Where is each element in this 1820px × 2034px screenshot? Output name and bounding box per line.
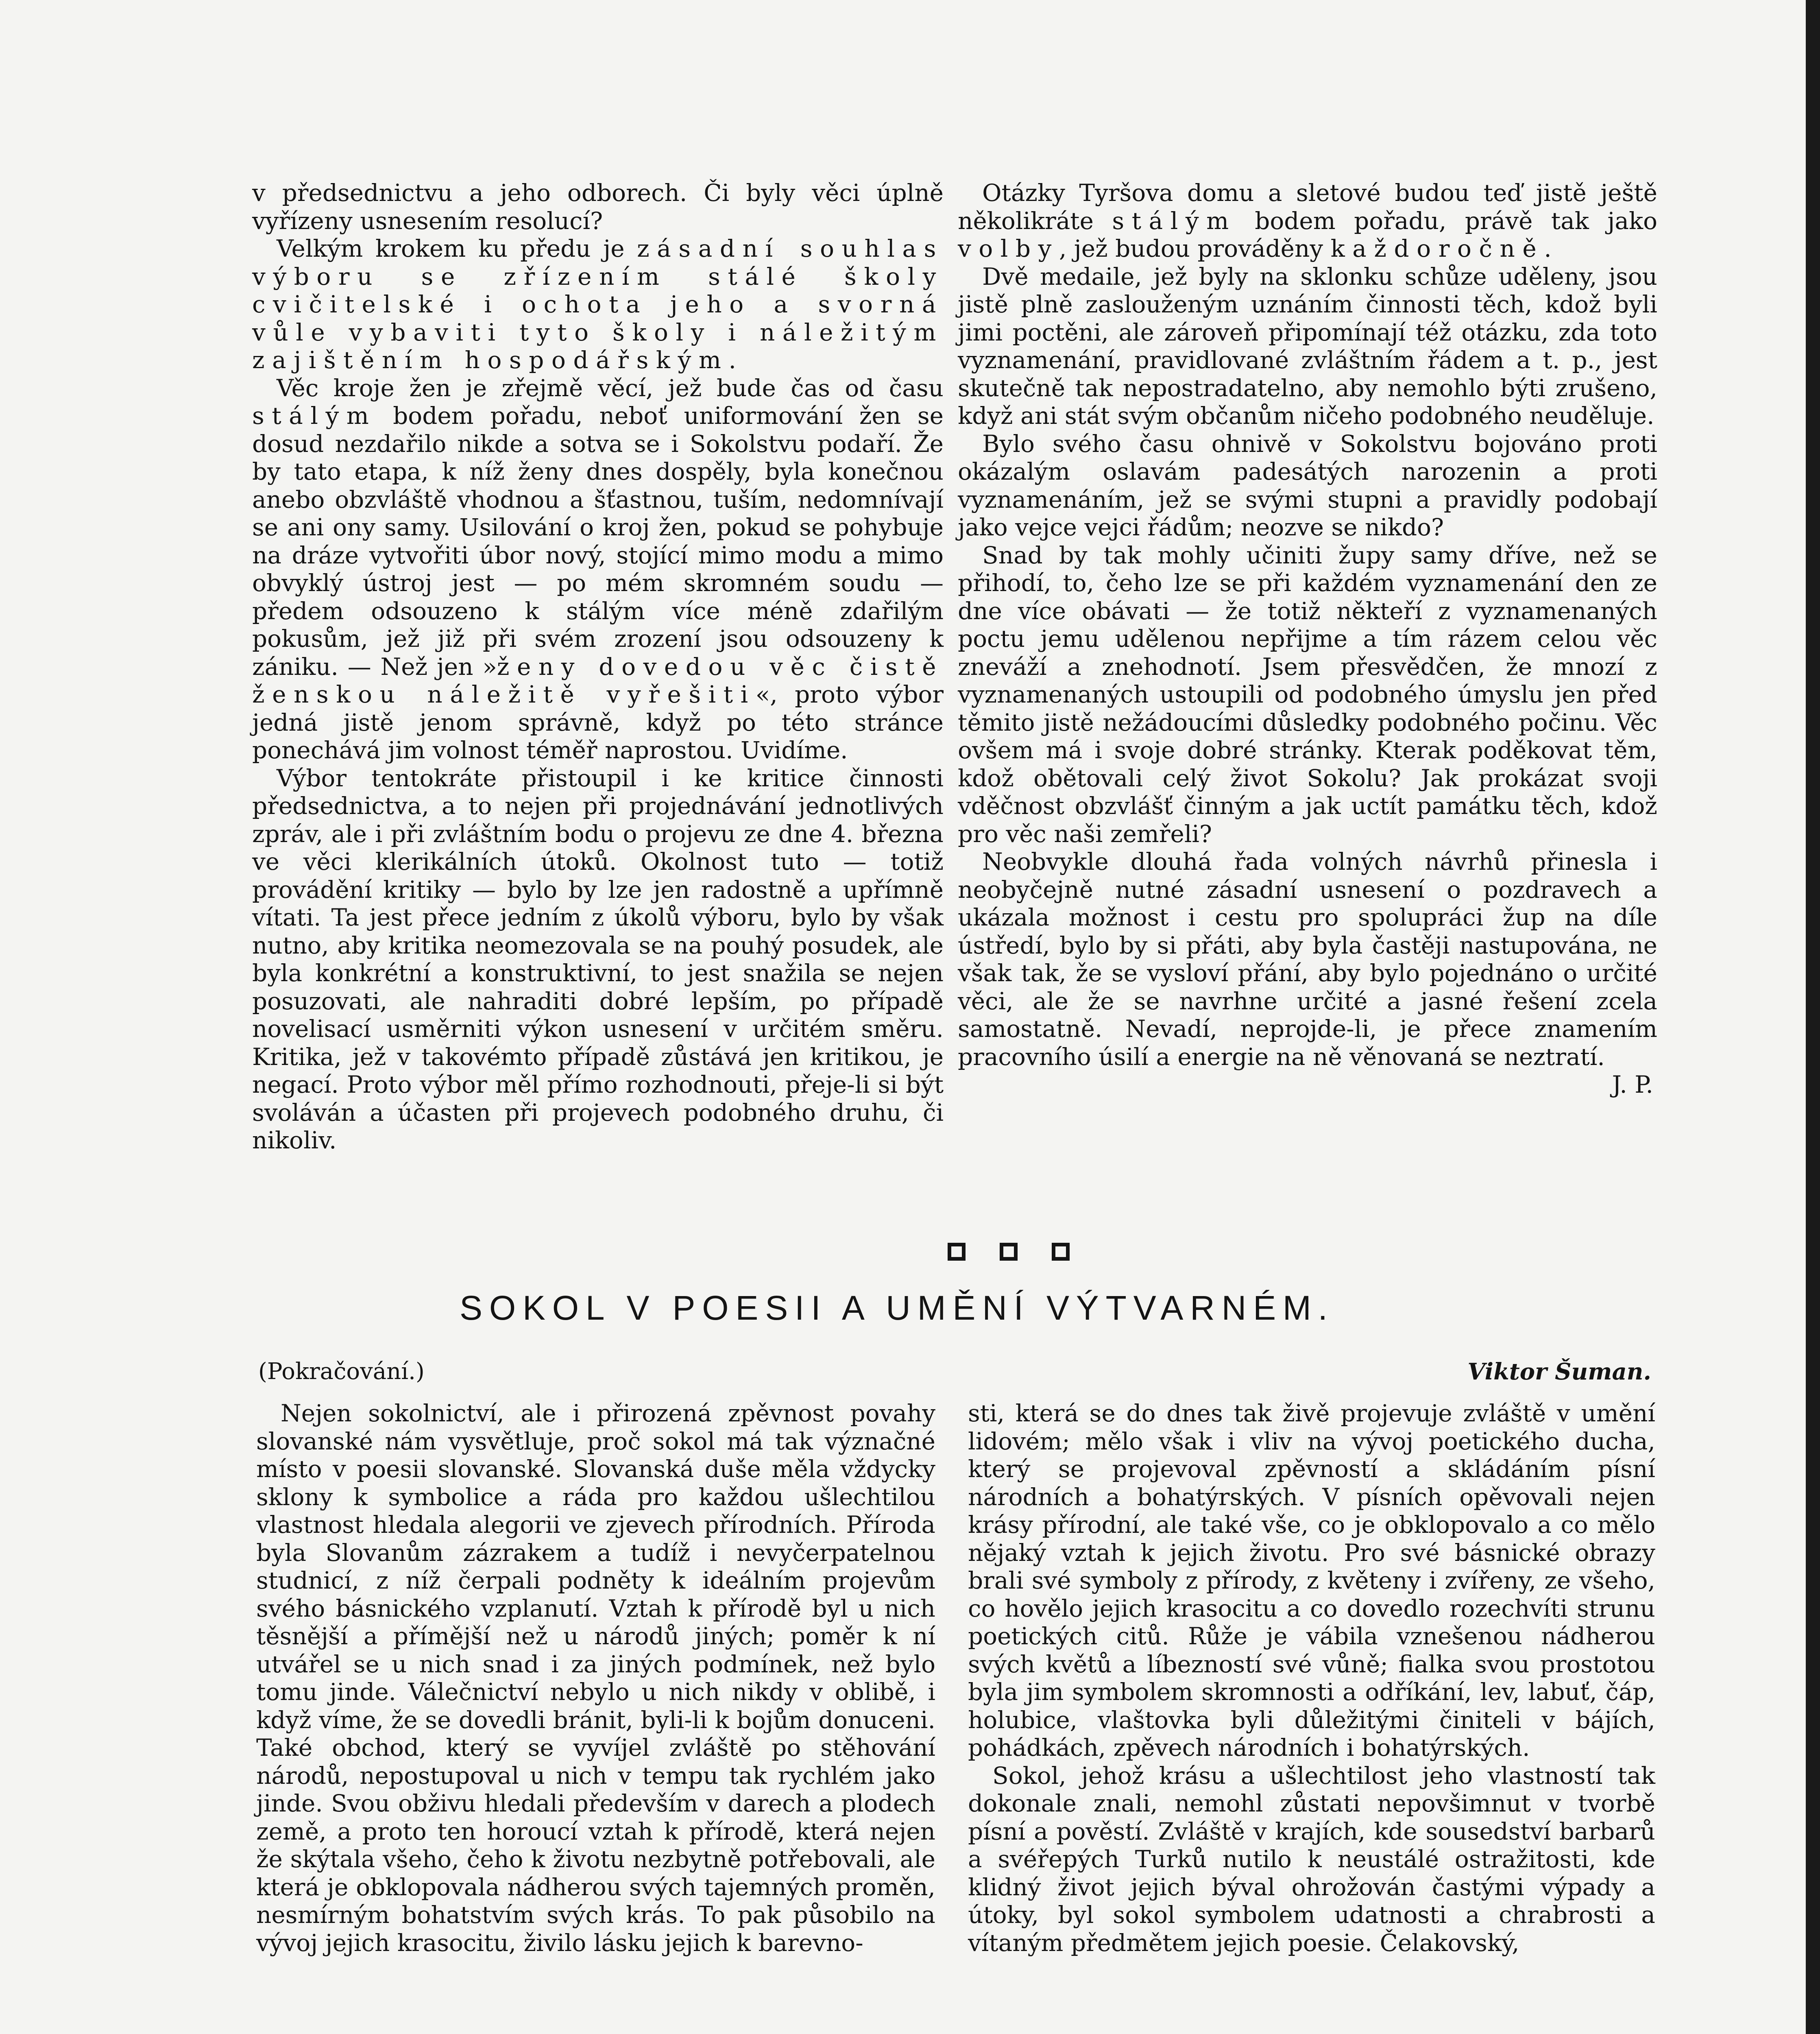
paragraph: v předsednictvu a jeho odborech. Či byly věci úplně vyřízeny usnesením resolucí? — [252, 179, 944, 235]
paragraph: Nejen sokolnictví, ale i přirozená zpěvnost povahy slovanské nám vysvětluje, proč sokol má tak význačné místo v poesii slovanské. Slovanská duše měla vždycky sklony k symbolice a ráda pro každou ušlechtilou vlastnost hledala alegorii ve zjevech přírodních. Příroda byla Slovanům zázrakem a tudíž i nevyčerpatelnou studnicí, z níž čerpali podněty k ideálním projevům svého básnického vzplanutí. Vztah k přírodě byl u nich těsnější a přímější než u národů jiných; poměr k ní utvářel se u nich snad i za jiných podmínek, než bylo tomu jinde. Válečnictví nebylo u nich nikdy v oblibě, i když víme, že se dovedli bránit, byli-li k bojům donuceni. Také obchod, který se vyvíjel zvláště po stěhování národů, nepostupoval u nich v tempu tak rychlém jako jinde. Svou obživu hledali především v darech a plodech země, a proto ten horoucí vztah k přírodě, která nejen že skýtala všeho, čeho k životu nezbytně potřebovali, ale která je obklopovala nádherou svých tajemných proměn, nesmírným bohatstvím svých krás. To pak působilo na vývoj jejich krasocitu, živilo lásku jejich k barevno- — [256, 1399, 935, 1957]
paragraph: Velkým krokem ku předu je zásadní souhlas výboru se zřízením stálé školy cvičitelské i ochota jeho a svorná vůle vybaviti tyto školy i náležitým zajištěním hospodářským. — [252, 235, 944, 374]
paragraph: Dvě medaile, jež byly na sklonku schůze uděleny, jsou jistě plně zaslouženým uznáním činnosti těch, kdož byli jimi poctěni, ale zároveň připomínají též otázku, zda toto vyznamenání, pravidlované zvláštním řádem a t. p., jest skutečně tak nepostradatelno, aby nemohlo býti zrušeno, když ani stát svým občanům ničeho podobného neuděluje. — [958, 262, 1657, 430]
square-ornament-icon — [1000, 1243, 1018, 1261]
paragraph: Neobvykle dlouhá řada volných návrhů přinesla i neobyčejně nutné zásadní usnesení o pozdravech a ukázala možnost i cestu pro spolupráci žup na díle ústředí, bylo by si přáti, aby byla častěji nastupována, ne však tak, že se vysloví přání, aby bylo pojednáno o určité věci, ale že se navrhne určité a jasné řešení zcela samostatně. Nevadí, neprojde-li, je přece znamením pracovního úsilí a energie na ně věnovaná se neztratí. — [958, 848, 1657, 1071]
article-column-right — [958, 179, 1658, 1098]
article-author: Viktor Šuman. — [1467, 1358, 1651, 1385]
spaced-emphasis: stálým — [252, 402, 377, 430]
continuation-note: (Pokračování.) — [258, 1358, 425, 1385]
paragraph: Snad by tak mohly učiniti župy samy dříve, než se přihodí, to, čeho lze se při každém vyznamenání den ze dne více obávati — že totiž někteří z vyznamenaných poctu jemu udělenou nepřijme a tím rázem celou věc zneváží a znehodnotí. Jsem přesvědčen, že mnozí z vyznamenaných ustoupili od podobného úmyslu jen před těmito jistě nežádoucími důsledky podobného počinu. Věc ovšem má i svoje dobré stránky. Kterak poděkovat těm, kdož obětovali celý život Sokolu? Jak prokázat svoji vděčnost obzvlášť činným a jak uctít památku těch, kdož pro věc naši zemřeli? — [958, 541, 1657, 848]
article-column-left — [252, 179, 944, 1154]
square-ornament-icon — [1052, 1243, 1070, 1261]
spaced-emphasis: ženy dovedou věc čistě ženskou náležitě vyřešiti — [252, 653, 944, 708]
square-ornament-icon — [948, 1243, 966, 1261]
paragraph: Sokol, jehož krásu a ušlechtilost jeho vlastností tak dokonale znali, nemohl zůstati nepovšimnut v tvorbě písní a pověstí. Zvláště v krajích, kde sousedství barbarů a svéřepých Turků nutilo k neustálé ostražitosti, kde klidný život jejich býval ohrožován častými výpady a útoky, byl sokol symbolem udatnosti a chrabrosti a vítaným předmětem jejich poesie. Čelakovský, — [968, 1761, 1655, 1957]
spaced-emphasis: volby — [958, 235, 1059, 262]
paragraph: Bylo svého času ohnivě v Sokolstvu bojováno proti okázalým oslavám padesátých narozenin a proti vyznamenáním, jež se svými stupni a pravidly podobají jako vejce vejci řádům; neozve se nikdo? — [958, 430, 1657, 541]
paragraph: Výbor tentokráte přistoupil i ke kritice činnosti předsednictva, a to nejen při projednávání jednotlivých zpráv, ale i při zvláštním bodu o projevu ze dne 4. března ve věci klerikálních útoků. Okolnost tuto — totiž provádění kritiky — bylo by lze jen radostně a upřímně vítati. Ta jest přece jedním z úkolů výboru, bylo by však nutno, aby kritika neomezovala se na pouhý posudek, ale byla konkrétní a konstruktivní, to jest snažila se nejen posuzovati, ale nahraditi dobré lepším, po případě novelisací usměrniti výkon usnesení v určitém směru. Kritika, jež v takovémto případě zůstává jen kritikou, je negací. Proto výbor měl přímo rozhodnouti, přeje-li si být svoláván a účasten při projevech podobného druhu, či nikoliv. — [252, 764, 944, 1154]
article2-column-right — [968, 1399, 1655, 1957]
article-title: SOKOL V POESII A UMĚNÍ VÝTVARNÉM. — [460, 1289, 1334, 1327]
section-divider — [948, 1243, 1070, 1261]
paragraph: sti, která se do dnes tak živě projevuje zvláště v umění lidovém; mělo však i vliv na vývoj poetického ducha, který se projevoval zpěvností a skládáním písní národních a bohatýrských. V písních opěvovali nejen krásy přírodní, ale také vše, co je obklopovalo a co mělo nějaký vztah k jejich životu. Pro své básnické obrazy brali své symboly z přírody, z květeny i zvířeny, ze všeho, co hovělo jejich krasocitu a co dovedlo rozechvíti strunu poetických citů. Růže je vábila vznešenou nádherou svých květů a líbezností své vůně; fialka svou prostotou byla jim symbolem skromnosti a odříkání, lev, labuť, čáp, holubice, vlaštovka byli důležitými činiteli v bájích, pohádkách, zpěvech národních i bohatýrských. — [968, 1399, 1655, 1761]
paragraph: Otázky Tyršova domu a sletové budou teď jistě ještě několikráte stálým bodem pořadu, právě tak jako volby, jež budou prováděny každoročně. — [958, 179, 1658, 262]
spaced-emphasis: každoročně — [1330, 235, 1544, 262]
paragraph: Věc kroje žen je zřejmě věcí, jež bude čas od času stálým bodem pořadu, neboť uniformování žen se dosud nezdařilo nikde a sotva se i Sokolstvu podaří. Že by tato etapa, k níž ženy dnes dospěly, byla konečnou anebo obzvláště vhodnou a šťastnou, tuším, nedomnívají se ani ony samy. Usilování o kroj žen, pokud se pohybuje na dráze vytvořiti úbor nový, stojící mimo modu a mimo obvyklý ústroj jest — po mém skromném soudu — předem odsouzeno k stálým více méně zdařilým pokusům, jež již při svém zrození jsou odsouzeny k zániku. — Než jen »ženy dovedou věc čistě ženskou náležitě vyřešiti«, proto výbor jedná jistě jenom správně, když po této stránce ponechává jim volnost téměř naprostou. Uvidíme. — [252, 374, 944, 764]
spaced-emphasis: zásadní souhlas výboru se zřízením stálé školy cvičitelské i ochota jeho a svorná vůle vybaviti tyto školy i náležitým zajištěním hospodářským. — [252, 235, 944, 374]
spaced-emphasis: stálým — [1112, 207, 1236, 235]
article-signature: J. P. — [1612, 1071, 1653, 1098]
article2-column-left — [256, 1399, 935, 1957]
